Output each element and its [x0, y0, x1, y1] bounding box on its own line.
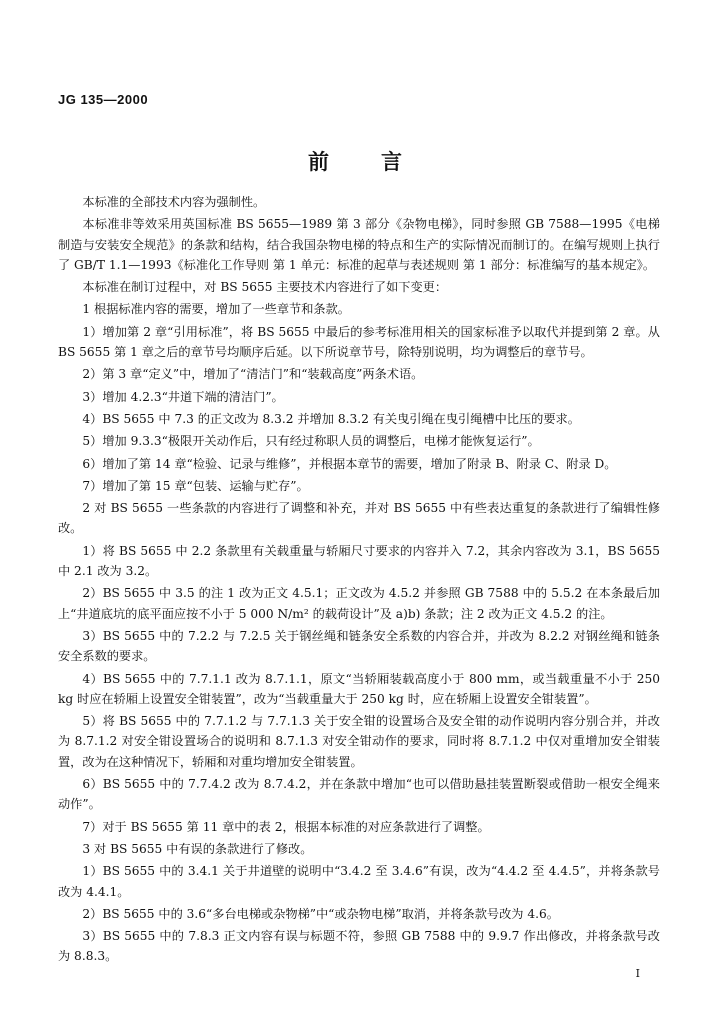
paragraph: 本标准非等效采用英国标准 BS 5655—1989 第 3 部分《杂物电梯》，同时参照 GB 7588—1995《电梯制造与安装安全规范》的条款和结构，结合我国杂物电梯的特点和生产的实际情况而制订的。在编写规则上执行了 GB/T 1.1—1993《标准化工作导则 第 1 单元：标准的起草与表述规则 第 1 部分：标准编写的基本规定》。: [58, 217, 660, 272]
paragraph: 5）将 BS 5655 中的 7.7.1.2 与 7.7.1.3 关于安全钳的设置场合及安全钳的动作说明内容分别合并，并改为 8.7.1.2 对安全钳设置场合的说明和 8.7.1.3 对安全钳动作的要求，同时将 8.7.1.2 中仅对重增加安全钳装置，改为在这种情况下，轿厢和对重均增加安全钳装置。: [58, 714, 660, 769]
paragraph: 3 对 BS 5655 中有误的条款进行了修改。: [82, 841, 313, 856]
paragraph: 2）BS 5655 中的 3.6“多台电梯或杂物梯”中“或杂物电梯”取消，并将条款号改为 4.6。: [82, 906, 559, 921]
paragraph: 3）BS 5655 中的 7.8.3 正文内容有误与标题不符，参照 GB 7588 中的 9.9.7 作出修改，并将条款号改为 8.8.3。: [58, 929, 660, 964]
paragraph: 6）增加了第 14 章“检验、记录与维修”，并根据本章节的需要，增加了附录 B、附录 C、附录 D。: [82, 456, 617, 471]
paragraph: 4）BS 5655 中 7.3 的正文改为 8.3.2 并增加 8.3.2 有关曳引绳在曳引绳槽中比压的要求。: [82, 411, 580, 426]
body-text: [58, 192, 660, 969]
paragraph: 2）第 3 章“定义”中，增加了“清洁门”和“装载高度”两条术语。: [82, 367, 424, 382]
page-number: I: [635, 967, 640, 980]
paragraph: 5）增加 9.3.3“极限开关动作后，只有经过称职人员的调整后，电梯才能恢复运行”。: [82, 434, 540, 449]
paragraph: 4）BS 5655 中的 7.7.1.1 改为 8.7.1.1，原文“当轿厢装载高度小于 800 mm，或当载重量不小于 250 kg 时应在轿厢上设置安全钳装置”，改为“当载重量大于 250 kg 时，应在轿厢上设置安全钳装置”。: [58, 671, 660, 706]
paragraph: 本标准在制订过程中，对 BS 5655 主要技术内容进行了如下变更：: [82, 280, 448, 295]
paragraph: 2 对 BS 5655 一些条款的内容进行了调整和补充，并对 BS 5655 中有些表达重复的条款进行了编辑性修改。: [58, 501, 660, 536]
paragraph: 本标准的全部技术内容为强制性。: [82, 195, 266, 209]
paragraph: 3）BS 5655 中的 7.2.2 与 7.2.5 关于钢丝绳和链条安全系数的内容合并，并改为 8.2.2 对钢丝绳和链条安全系数的要求。: [58, 628, 660, 664]
page-title: 前言: [308, 149, 454, 174]
paragraph: 1）增加第 2 章“引用标准”，将 BS 5655 中最后的参考标准用相关的国家标准予以取代并提到第 2 章。从 BS 5655 第 1 章之后的章节号均顺序后延。以下所说章节号，除特别说明，均为调整后的章节号。: [58, 324, 660, 360]
standard-code-header: JG 135—2000: [58, 92, 149, 107]
paragraph: 3）增加 4.2.3“井道下端的清洁门”。: [82, 389, 284, 404]
paragraph: 1）BS 5655 中的 3.4.1 关于井道壁的说明中“3.4.2 至 3.4.6”有误，改为“4.4.2 至 4.4.5”，并将条款号改为 4.4.1。: [58, 864, 660, 899]
paragraph: 1 根据标准内容的需要，增加了一些章节和条款。: [82, 302, 350, 317]
paragraph: 2）BS 5655 中 3.5 的注 1 改为正文 4.5.1；正文改为 4.5.2 并参照 GB 7588 中的 5.5.2 在本条最后加上“井道底坑的底平面应按不小于 5 000 N/m² 的载荷设计”及 a)b) 条款；注 2 改为正文 4.5.2 的注。: [58, 586, 660, 621]
paragraph: 1）将 BS 5655 中 2.2 条款里有关载重量与轿厢尺寸要求的内容并入 7.2，其余内容改为 3.1，BS 5655 中 2.1 改为 3.2。: [58, 543, 660, 579]
paragraph: 7）对于 BS 5655 第 11 章中的表 2，根据本标准的对应条款进行了调整。: [82, 819, 490, 834]
paragraph: 6）BS 5655 中的 7.7.4.2 改为 8.7.4.2，并在条款中增加“也可以借助悬挂装置断裂或借助一根安全绳来动作”。: [58, 777, 660, 812]
paragraph: 7）增加了第 15 章“包装、运输与贮存”。: [82, 478, 309, 493]
